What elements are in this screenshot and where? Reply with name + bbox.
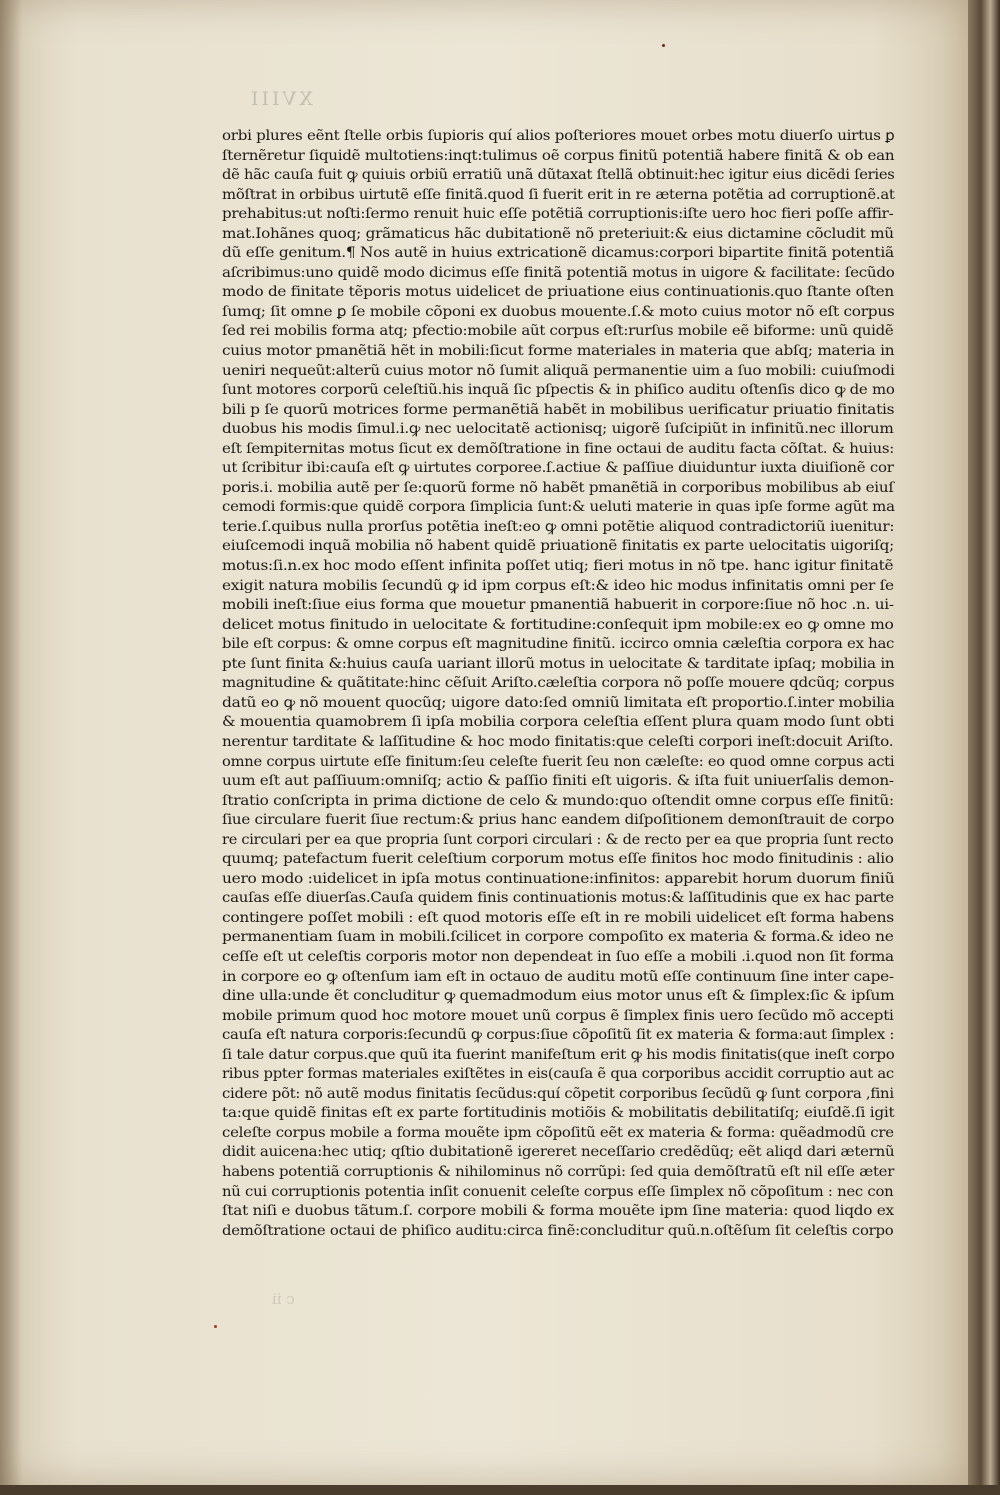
text-line: ceſſe eſt ut celeſtis corporis motor non dependeat in ſuo eſſe a mobili .i.quod non ſit forma xyxy=(222,948,894,965)
text-line: ſtat niſi e duobus tãtum.ſ. corpore mobili & forma mouẽte ipm ſine materia: quod liqdo ex xyxy=(222,1203,894,1220)
text-line: ſtratio conſcripta in prima dictione de celo & mundo:quo oſtendit omne corpus eſſe finitũ: xyxy=(222,792,894,809)
text-line: in corpore eo ꝙ oſtenſum iam eſt in octauo de auditu motũ eſſe continuum ſine inter cape- xyxy=(222,968,894,985)
text-line: celeſte corpus mobile a forma mouẽte ipm cõpoſitũ eẽt ex materia & forma: quẽadmodũ cre xyxy=(222,1124,894,1141)
text-line: duobus his modis ſimul.i.ꝙ nec uelocitatẽ actionisq; uigorẽ ſuſcipiũt in infinitũ.nec illorum xyxy=(222,421,894,438)
text-line: cuius motor pmanẽtiã hẽt in mobili:ſicut forme materiales in materia que abſq; materia in xyxy=(222,343,895,360)
text-line: dine ulla:unde ẽt concluditur ꝙ quemadmodum eius motor unus eſt & ſimplex:ſic & ipſum xyxy=(222,988,895,1005)
text-line: eſt ſempiternitas motus ſicut ex demõſtratione in fine octaui de auditu facta cõſtat. & huius: xyxy=(222,440,895,457)
body-text-block xyxy=(222,127,894,1241)
text-line: didit auicena:hec utiq; qſtio dubitationẽ igereret neceſſario credẽdũq; eẽt aliqd dari æternũ xyxy=(222,1144,895,1161)
text-line: delicet motus finitudo in uelocitate & fortitudine:conſequit ipm mobile:ex eo ꝙ omne mo xyxy=(222,616,894,633)
text-line: cauſa eſt natura corporis:ſecundũ ꝙ corpus:ſiue cõpoſitũ ſit ex materia & forma:aut ſimplex : xyxy=(222,1027,895,1044)
text-line: quumq; patefactum fuerit celeſtium corporum motus eſſe finitos hoc modo finitudinis : alio xyxy=(222,851,894,868)
text-line: ut ſcribitur ibi:cauſa eſt ꝙ uirtutes corporee.ſ.actiue & paſſiue diuiduntur iuxta diuiſionẽ cor xyxy=(222,460,894,477)
text-line: omne corpus uirtute eſſe finitum:ſeu celeſte fuerit ſeu non cæleſte: eo quod omne corpus acti xyxy=(222,753,895,770)
text-line: magnitudine & quãtitate:hinc cẽſuit Ariſto.cæleſtia corpora nõ poſſe mouere qdcũq; corpus xyxy=(222,675,895,692)
text-line: datũ eo ꝙ nõ mouent quocũq; uigore dato:ſed omniũ limitata eſt proportio.ſ.inter mobilia xyxy=(222,694,895,711)
text-line: eiuſcemodi inquã mobilia nõ habent quidẽ priuationẽ finitatis ex parte uelocitatis uigoriſq; xyxy=(222,538,894,555)
text-line: ſed rei mobilis forma atq; pfectio:mobile aũt corpus eſt:rurſus mobile eẽ biforme: unũ quidẽ xyxy=(222,323,894,340)
text-line: re circulari per ea que propria ſunt corpori circulari : & de recto per ea que propria ſunt recto xyxy=(222,831,894,848)
text-line: motus:ſi.n.ex hoc modo eſſent infinita poſſet utiq; fieri motus in nõ tpe. hanc igitur finitatẽ xyxy=(222,558,894,575)
text-line: cemodi formis:que quidẽ corpora ſimplicia ſunt:& ueluti materie in quas ipſe forme agũt ma xyxy=(222,499,895,516)
book-bottom-edge xyxy=(0,1485,1000,1495)
signature-show-through: c ii xyxy=(272,1290,295,1308)
text-line: prehabitus:ut noſti:ſermo renuit huic eſſe potẽtiã corruptionis:iſte uero hoc fieri poſſe affir- xyxy=(222,206,894,223)
text-line: dẽ hãc cauſa fuit ꝙ quiuis orbiũ erratiũ unã dũtaxat ſtellã obtinuit:hec igitur eius dicẽdi ſeries xyxy=(222,167,895,184)
text-line: nerentur tarditate & laſſitudine & hoc modo finitatis:que celeſti corpori ineſt:docuit Ariſto. xyxy=(222,733,894,750)
text-line: ſunt motores corporũ celeſtiũ.his inquã ſic pſpectis & in phiſico auditu oſtenſis dico ꝙ de mo xyxy=(222,382,895,399)
text-line: poris.i. mobilia autẽ per ſe:quorũ forme nõ habẽt pmanẽtiã in corporibus mobilibus ab eiuſ xyxy=(222,479,894,496)
text-line: mat.Iohãnes quoq; grãmaticus hãc dubitationẽ nõ preteriuit:& eius dictamine cõcludit mũ xyxy=(222,225,894,242)
text-line: terie.ſ.quibus nulla prorſus potẽtia ineſt:eo ꝙ omni potẽtie aliquod contradictoriũ iuenitur: xyxy=(222,518,895,535)
text-line: demõſtratione octaui de phiſico auditu:circa finẽ:concluditur quũ.n.oſtẽſum ſit celeſtis corpo xyxy=(222,1222,894,1239)
text-line: ſternẽretur ſiquidẽ multotiens:inqt:tulimus oẽ corpus finitũ potentiã habere finitã & ob ean xyxy=(222,147,895,164)
text-line: dũ eſſe genitum.¶ Nos autẽ in huius extricationẽ dicamus:corpori bipartite finitã potentiã xyxy=(222,245,894,262)
text-line: bile eſt corpus: & omne corpus eſt magnitudine finitũ. iccirco omnia cæleſtia corpora ex hac xyxy=(222,636,895,653)
text-line: bili p ſe quorũ motrices forme permanẽtiã habẽt in mobilibus uerificatur priuatio finitatis xyxy=(222,401,895,418)
text-line: & mouentia quamobrem ſi ipſa mobilia corpora celeſtia eſſent plura quam modo ſunt obti xyxy=(222,714,895,731)
text-line: mobile primum quod hoc motore mouet unũ corpus ẽ ſimplex finis uero ſecũdo mõ accepti xyxy=(222,1007,894,1024)
text-line: cidere põt: nõ autẽ modus finitatis ſecũdus:quí cõpetit corporibus ſecũdũ ꝙ ſunt corpora ,fini xyxy=(222,1085,894,1102)
text-line: ta:que quidẽ finitas eſt ex parte fortitudinis motiõis & mobilitatis debilitatiſq; eiuſdẽ.ſi igit xyxy=(222,1105,895,1122)
text-line: permanentiam ſuam in mobili.ſcilicet in corpore compoſito ex materia & forma.& ideo ne xyxy=(222,929,894,946)
text-line: contingere poſſet mobili : eſt quod motoris eſſe eſt in re mobili uidelicet eſt forma habens xyxy=(222,909,894,926)
text-line: pte ſunt finita &:huius cauſa uariant illorũ motus in uelocitate & tarditate ipſaq; mobilia in xyxy=(222,655,895,672)
text-line: cauſas eſſe diuerſas.Cauſa quidem finis continuationis motus:& laſſitudinis que ex hac parte xyxy=(222,890,894,907)
text-line: uum eſt aut paſſiuum:omniſq; actio & paſſio finiti eſt uigoris. & iſta fuit uniuerſalis demon- xyxy=(222,773,894,790)
text-line: ſumq; ſit omne ꝑ ſe mobile cõponi ex duobus mouente.ſ.& moto cuius motor nõ eſt corpus xyxy=(222,303,895,320)
text-line: ueniri nequeũt:alterũ cuius motor nõ ſumit aliquã permanentie uim a ſuo mobili: cuiuſmodi xyxy=(222,362,895,379)
text-line: ribus ppter formas materiales exiſtẽtes in eis(cauſa ẽ qua corporibus accidit corruptio aut ac xyxy=(222,1066,894,1083)
text-line: uero modo :uidelicet in ipſa motus continuatione:infinitos: apparebit horum duorum finiũ xyxy=(222,870,895,887)
ink-speck xyxy=(662,44,665,47)
text-line: orbi plures eẽnt ſtelle orbis ſupioris quí alios poſteriores mouet orbes motu diuerſo uirtus ꝑ xyxy=(222,128,895,144)
folio-show-through: XVIII xyxy=(248,88,313,110)
text-line: habens potentiã corruptionis & nihilominus nõ corrũpi: ſed quia demõſtratũ eſt nil eſſe æter xyxy=(222,1163,895,1180)
gutter-shadow xyxy=(0,0,22,1485)
text-line: modo de finitate tẽporis motus uidelicet de priuatione eius continuationis.quo ſtante oſten xyxy=(222,284,894,301)
text-line: mobili ineſt:ſiue eius forma que mouetur pmanentiã habuerit in corpore:ſiue nõ hoc .n. ui- xyxy=(222,597,894,614)
book-fore-edge xyxy=(968,0,1000,1495)
text-line: aſcribimus:uno quidẽ modo dicimus eſſe finitã potentiã motus in uigore & facilitate: ſecũdo xyxy=(222,264,895,281)
text-line: nũ cui corruptionis potentia inſit conuenit celeſte corpus eſſe ſimplex nõ cõpoſitum : nec con xyxy=(222,1183,894,1200)
margin-red-mark xyxy=(214,1325,217,1328)
text-line: ſiue circulare fuerit ſiue rectum:& prius hanc eandem diſpoſitionem demonſtrauit de corpo xyxy=(222,812,895,829)
text-line: ſi tale datur corpus.que quũ ita fuerint manifeſtum erit ꝙ his modis finitatis(que ineſt corpo xyxy=(222,1046,895,1063)
text-line: mõſtrat in orbibus uirtutẽ eſſe finitã.quod ſi fuerit erit in re æterna potẽtia ad corruptionẽ.at xyxy=(222,186,895,203)
text-line: exigit natura mobilis ſecundũ ꝙ id ipm corpus eſt:& ideo hic modus infinitatis omni per ſe xyxy=(222,577,894,594)
